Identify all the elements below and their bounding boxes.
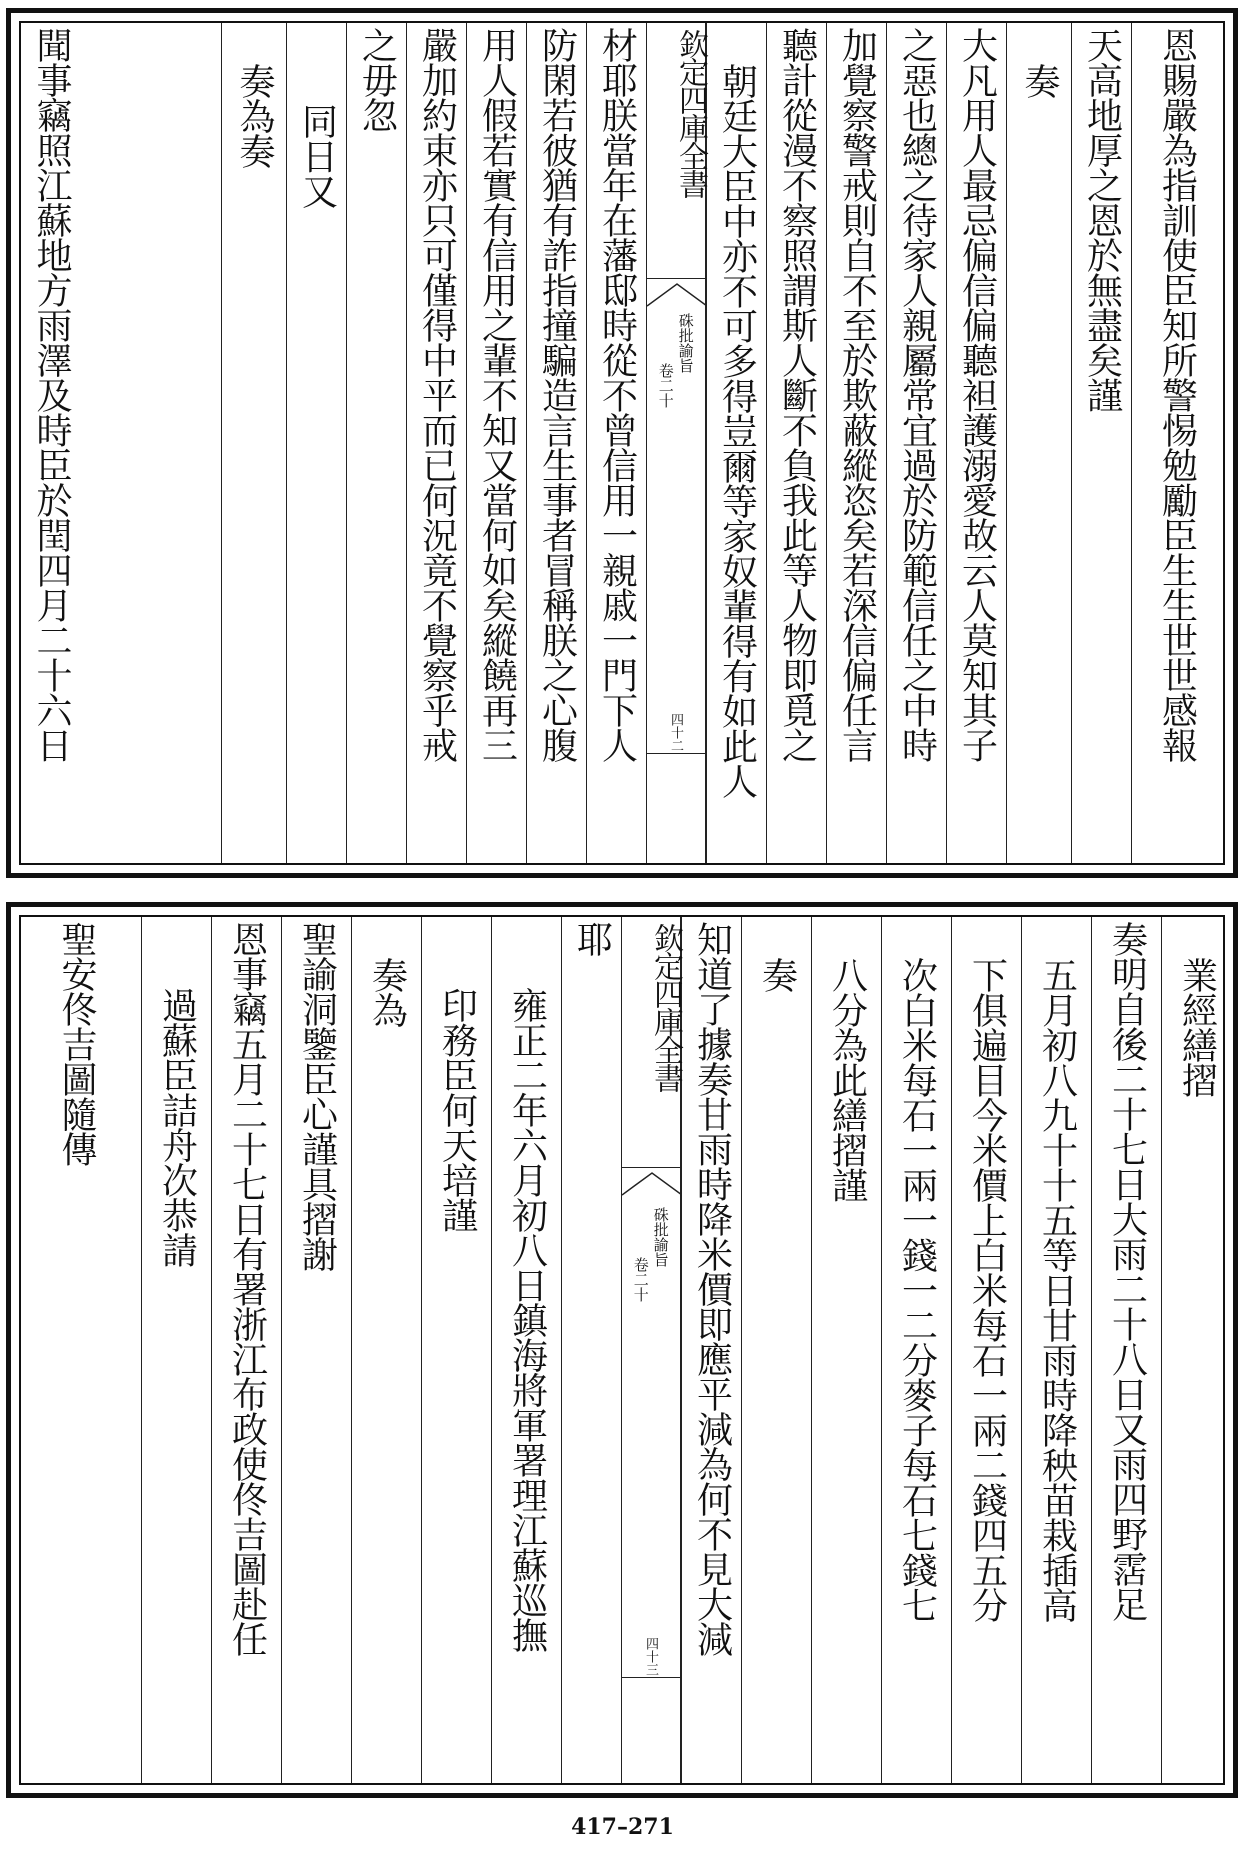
text-column: [1091, 917, 1161, 1783]
text-column: [211, 917, 281, 1783]
page-footer-number: 417–271: [571, 1814, 674, 1840]
lower-fish-divider: [647, 753, 705, 754]
text-column: [141, 917, 211, 1783]
text-column: [946, 23, 1006, 863]
column-text: 下俱遍目今米價上白米每石一兩二錢四五分: [966, 957, 1008, 1622]
column-text: 奏: [1019, 63, 1060, 98]
text-column: [1006, 23, 1071, 863]
text-column: [466, 23, 526, 863]
column-text: 聞事竊照江蘇地方雨澤及時臣於閏四月二十六日: [31, 27, 72, 762]
text-column: [1071, 23, 1131, 863]
lower-fish-divider: [622, 1677, 680, 1678]
column-text: 聖安佟吉圖隨傳: [56, 921, 97, 1166]
center-fold: [646, 23, 706, 863]
column-text: 朝廷大臣中亦不可多得豈爾等家奴輩得有如此人: [716, 63, 758, 798]
text-column: [741, 917, 811, 1783]
text-column: [1021, 917, 1091, 1783]
text-column: [346, 23, 406, 863]
text-column: [406, 23, 466, 863]
column-text: 奏為: [366, 957, 408, 1027]
column-text: 之惡也總之待家人親屬常宜過於防範信任之中時: [896, 27, 938, 762]
text-column: [491, 917, 561, 1783]
subtitle-line: 卷二十: [656, 363, 675, 408]
top-page-frame: [6, 8, 1238, 878]
column-text: 同日又: [296, 103, 338, 208]
text-column: [766, 23, 826, 863]
column-text: 恩事竊五月二十七日有署浙江布政使佟吉圖赴任: [226, 921, 268, 1656]
fish-tail-icon: [622, 1167, 682, 1197]
text-column: [811, 917, 881, 1783]
page-number: 四十三: [643, 1637, 658, 1676]
text-column: [351, 917, 421, 1783]
column-text: 奏明自後二十七日大雨二十八日又雨四野霑足: [1106, 921, 1148, 1621]
book-title: 欽定四庫全書: [648, 923, 683, 1091]
text-column: [886, 23, 946, 863]
text-column: [221, 23, 286, 863]
column-text: 耶: [571, 921, 613, 956]
column-text: 雍正二年六月初八日鎮海將軍署理江蘇巡撫: [506, 987, 548, 1652]
subtitle-line: 硃批諭旨: [651, 1207, 670, 1267]
column-text: 五月初八九十十五等日甘雨時降秧苗栽插高: [1036, 957, 1078, 1622]
bottom-page-frame: [6, 902, 1238, 1798]
subtitle-line: 卷二十: [631, 1257, 650, 1302]
column-text: 知道了據奏甘雨時降米價即應平減為何不見大減: [691, 921, 733, 1656]
column-text: 奏: [756, 957, 798, 992]
center-fold: [621, 917, 681, 1783]
column-text: 印務臣何天培謹: [436, 987, 478, 1232]
column-text: 業經繕摺: [1176, 957, 1218, 1097]
text-column: [681, 917, 741, 1783]
column-text: 八分為此繕摺謹: [826, 957, 868, 1202]
column-text: 大凡用人最忌偏信偏聽袒護溺愛故云人莫知其子: [956, 27, 998, 762]
column-text: 聖諭洞鑒臣心謹具摺謝: [296, 921, 338, 1271]
text-column: [21, 23, 221, 863]
book-title: 欽定四庫全書: [673, 29, 708, 197]
text-column: [561, 917, 621, 1783]
column-text: 天高地厚之恩於無盡矣謹: [1081, 27, 1123, 412]
text-column: [826, 23, 886, 863]
column-text: 過蘇臣詰舟次恭請: [156, 987, 198, 1267]
column-text: 次白米每石一兩一錢一二分麥子每石七錢七: [896, 957, 938, 1622]
column-text: 奏為奏: [234, 63, 275, 168]
column-text: 聽計從漫不察照謂斯人斷不負我此等人物即覓之: [776, 27, 818, 762]
subtitle-line: 硃批諭旨: [676, 313, 695, 373]
fish-tail-icon: [647, 278, 707, 308]
text-column: [281, 917, 351, 1783]
text-column: [421, 917, 491, 1783]
column-text: 防閑若彼猶有詐指撞騙造言生事者冒稱朕之心腹: [536, 27, 578, 762]
text-column: [881, 917, 951, 1783]
text-column: [586, 23, 646, 863]
column-text: 材耶朕當年在藩邸時從不曾信用一親戚一門下人: [596, 27, 638, 762]
text-column: [951, 917, 1021, 1783]
column-text: 嚴加約束亦只可僅得中平而已何況竟不覺察乎戒: [416, 27, 458, 762]
text-column: [526, 23, 586, 863]
top-page-inner-border: [19, 21, 1225, 865]
column-text: 加覺察警戒則自不至於欺蔽縱恣矣若深信偏任言: [836, 27, 878, 762]
column-text: 用人假若實有信用之輩不知又當何如矣縱饒再三: [476, 27, 518, 762]
text-column: [21, 917, 141, 1783]
page-number: 四十二: [668, 713, 683, 752]
text-column: [706, 23, 766, 863]
text-column: [1161, 917, 1231, 1783]
column-text: 之毋忽: [356, 27, 398, 132]
text-column: [1131, 23, 1221, 863]
bottom-page-inner-border: [19, 915, 1225, 1785]
column-text: 恩賜嚴為指訓使臣知所警惕勉勵臣生生世世感報: [1156, 27, 1198, 762]
text-column: [286, 23, 346, 863]
